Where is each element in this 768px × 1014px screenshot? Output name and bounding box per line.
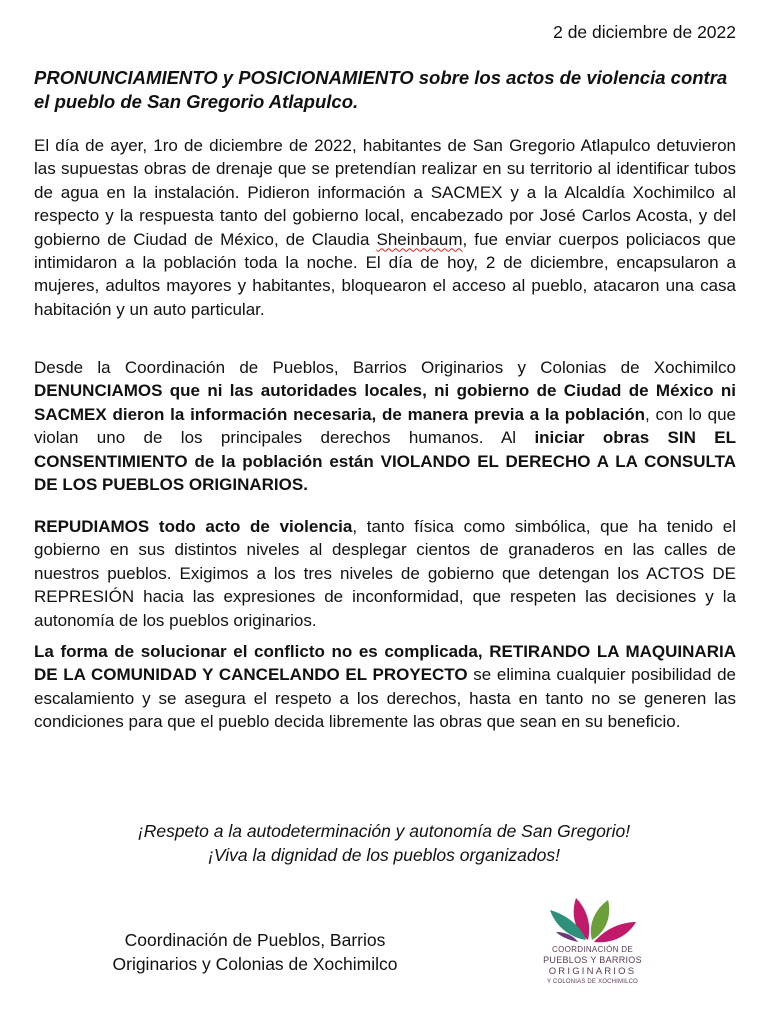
paragraph-repudiate [34, 515, 736, 632]
logo-caption-line: PUEBLOS Y BARRIOS [543, 955, 642, 965]
organization-logo [530, 892, 655, 1010]
paragraph-events-text-a: El día de ayer, 1ro de diciembre de 2022, habitantes de San Gregorio Atlapulco detuvieron las supuestas obras de drenaje que se pretendían realizar en su territorio al identificar tubos de agua en la instalación. Pidieron información a SACMEX y a la Alcaldía Xochimilco al respecto y la respuesta tanto del gobierno local, encabezado por José Carlos Acosta, y del gobierno de Ciudad de México, de Claudia [34, 136, 736, 249]
paragraph-solution-bold-a: La forma de solucionar el conflicto no es complicada, RETIRANDO LA MAQUINARIA DE LA COMUNIDAD Y CANCELANDO EL PROYECTO [34, 642, 736, 685]
slogan-line: ¡Respeto a la autodeterminación y autonomía de San Gregorio! [137, 821, 631, 841]
paragraph-solution [34, 640, 736, 734]
signature-block [90, 928, 420, 976]
paragraph-denounce-bold-b: DENUNCIAMOS que ni las autoridades locales, ni gobierno de Ciudad de México ni SACMEX dieron la información necesaria, de manera previa a la población [34, 381, 736, 424]
logo-caption-line: Y COLONIAS DE XOCHIMILCO [546, 979, 639, 985]
paragraph-denounce [34, 356, 736, 496]
paragraph-repudiate-bold-a: REPUDIAMOS todo acto de violencia [34, 517, 353, 536]
document-title: PRONUNCIAMIENTO y POSICIONAMIENTO sobre los actos de violencia contra el pueblo de San Gregorio Atlapulco. [34, 67, 728, 112]
closing-slogans [0, 820, 768, 867]
paragraph-denounce-bold-d: iniciar obras SIN EL CONSENTIMIENTO de la población están VIOLANDO EL DERECHO A LA CONSULTA DE LOS PUEBLOS ORIGINARIOS. [34, 428, 736, 495]
paragraph-denounce-text-c: , con lo que violan uno de los principales derechos humanos. Al [34, 404, 736, 448]
document-date: 2 de diciembre de 2022 [553, 22, 736, 42]
signature-line: Coordinación de Pueblos, Barrios [124, 930, 386, 950]
paragraph-events [34, 134, 736, 321]
paragraph-events-text-b: , fue enviar cuerpos policiacos que intimidaron a la población toda la noche. El día de hoy, 2 de diciembre, encapsularon a mujeres, adultos mayores y habitantes, bloquearon el acceso al pueblo, atacaron una casa habitación y un auto particular. [34, 229, 737, 319]
paragraph-repudiate-text-b: , tanto física como simbólica, que ha tenido el gobierno en sus distintos niveles al desplegar cientos de granaderos en las calles de nuestros pueblos. Exigimos a los tres niveles de gobierno que detengan los ACTOS DE REPRESIÓN hacia las expresiones de inconformidad, que respeten las decisiones y la autonomía de los pueblos originarios. [34, 517, 736, 630]
paragraph-solution-text-b: se elimina cualquier posibilidad de escalamiento y se asegura el respeto a los derechos, hasta en tanto no se generen las condiciones para que el pueblo decida libremente las obras que sean en su beneficio. [34, 665, 736, 732]
spellcheck-flagged-name: Sheinbaum [376, 229, 463, 249]
paragraph-denounce-text-a: Desde la Coordinación de Pueblos, Barrios Originarios y Colonias de Xochimilco [34, 358, 736, 377]
logo-caption-line: COORDINACIÓN DE [552, 945, 633, 954]
logo-caption [530, 944, 655, 988]
logo-caption-line: ORIGINARIOS [548, 966, 637, 977]
slogan-line: ¡Viva la dignidad de los pueblos organizados! [208, 844, 560, 865]
flower-petals-logo-icon [548, 892, 638, 944]
signature-line: Originarios y Colonias de Xochimilco [112, 954, 398, 974]
